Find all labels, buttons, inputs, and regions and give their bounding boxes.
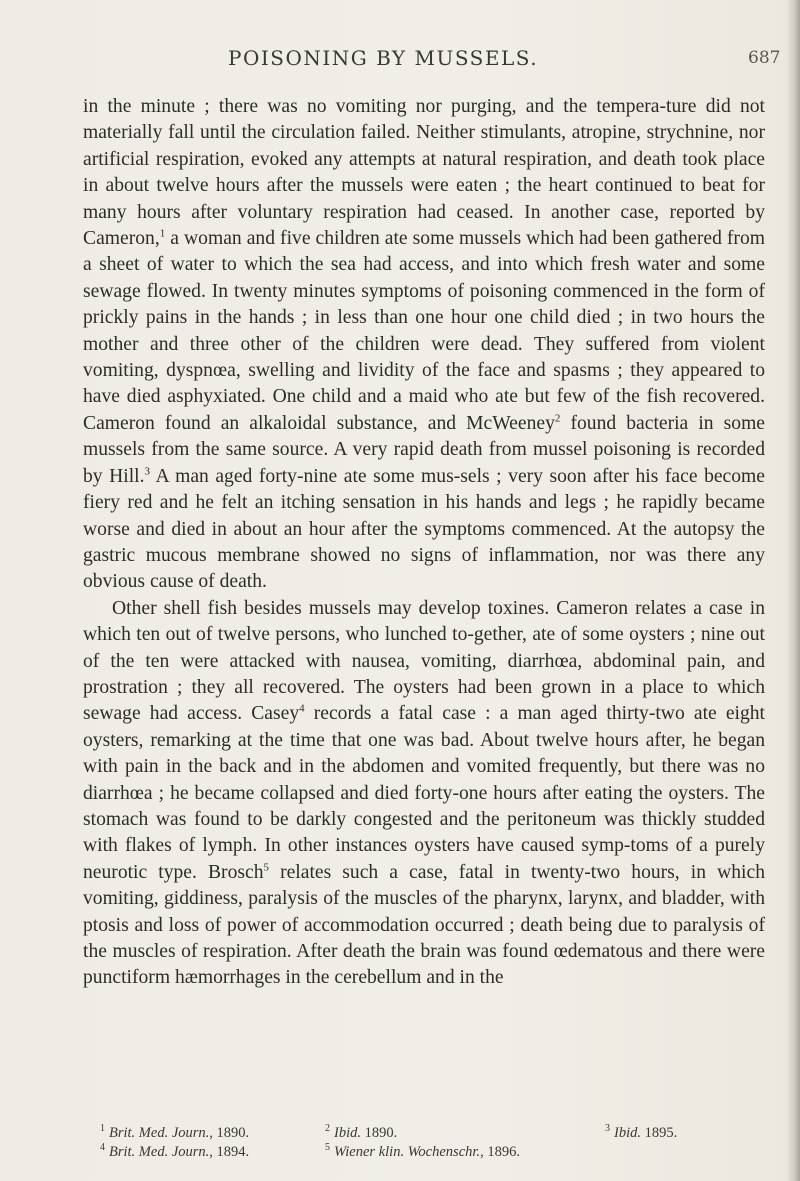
footnote-year: , 1894. [209, 1144, 250, 1160]
footnote-row [100, 1124, 770, 1143]
footnote-row [100, 1143, 770, 1162]
footnote-ref: 4 [299, 702, 305, 715]
footnote-3 [605, 1124, 677, 1143]
footnote-year: , 1890. [209, 1125, 250, 1141]
footnote-5 [325, 1143, 520, 1162]
text-segment: found bacteria in some mussels from the same source. A very rapid death from mussel poisoning is recorded by Hill. [83, 412, 766, 487]
body-text [83, 94, 765, 992]
text-segment: a woman and five children ate some mussels which had been gathered from a sheet of water to which the sea had access, and into which fresh water and some sewage flowed. In twenty minutes symptoms of poisoning commenced in the form of prickly pains in the hands ; in less than one hour one child died ; in two hours the mother and three other of the children were dead. They suffered from violent vomiting, dyspnœa, swelling and lividity of the face and spasms ; they appeared to have died asphyxiated. One child and a maid who ate but few of the fish recovered. Cameron found an alkaloidal substance, and McWeeney [83, 228, 765, 434]
footnote-number: 3 [605, 1123, 610, 1135]
text-segment: in the minute ; there was no vomiting nor purging, and the tempera-ture did not materially fall until the circulation failed. Neither stimulants, atropine, strychnine, nor artificial respiration, evoked any attempts at natural respiration, and death took place in about twelve hours after the mussels were eaten ; the heart continued to beat for many hours after voluntary respiration had ceased. In another case, reported by Cameron, [83, 96, 765, 250]
running-header [0, 46, 800, 72]
footnote-number: 2 [325, 1123, 330, 1135]
footnote-2 [325, 1124, 397, 1143]
footnote-year: 1890. [360, 1125, 398, 1141]
footnote-number: 5 [325, 1142, 330, 1154]
page-edge-shadow [786, 0, 800, 1181]
footnote-year: , 1896. [480, 1144, 520, 1160]
footnote-1 [100, 1124, 249, 1143]
footnotes [100, 1124, 770, 1162]
footnote-ref: 2 [554, 412, 561, 425]
footnote-year: 1895. [640, 1125, 678, 1141]
paragraph-2 [83, 596, 765, 992]
footnote-source: Ibid. [614, 1125, 641, 1141]
text-segment: Other shell fish besides mussels may develop toxines. Cameron relates a case in which ten out of twelve persons, who lunched to-gether, ate of some oysters ; nine out of the ten were attacked with nausea, vomiting, diarrhœa, abdominal pain, and prostration ; they all recovered. The oysters had been grown in a place to which sewage had access. Casey [83, 597, 765, 725]
footnote-source: Brit. Med. Journ. [109, 1125, 210, 1141]
footnote-source: Wiener klin. Wochenschr. [334, 1144, 481, 1160]
footnote-4 [100, 1143, 249, 1162]
page-number: 687 [748, 48, 781, 68]
paragraph-1 [83, 94, 765, 596]
footnote-ref: 1 [159, 227, 166, 240]
text-segment: relates such a case, fatal in twenty-two hours, in which vomiting, giddiness, paralysis of the muscles of the pharynx, larynx, and bladder, with ptosis and loss of power of accommodation occurred ; death being due to paralysis of the muscles of respiration. After death the brain was found œdematous and there were punctiform hæmorrhages in the cerebellum and in the [83, 861, 765, 989]
footnote-number: 1 [100, 1123, 105, 1135]
running-title: POISONING BY MUSSELS. [228, 46, 539, 70]
text-segment: records a fatal case : a man aged thirty-two ate eight oysters, remarking at the time that one was bad. About twelve hours after, he began with pain in the back and in the abdomen and vomited frequently, but there was no diarrhœa ; he became collapsed and died forty-one hours after eating the oysters. The stomach was found to be darkly congested and the peritoneum was thickly studded with flakes of lymph. In other instances oysters have caused symp-toms of a purely neurotic type. Brosch [83, 703, 765, 883]
footnote-number: 4 [100, 1142, 105, 1154]
footnote-ref: 5 [263, 861, 269, 874]
text-segment: A man aged forty-nine ate some mus-sels ; very soon after his face become fiery red and he felt an itching sensation in his hands and legs ; he rapidly became worse and died in about an hour after the symptoms commenced. At the autopsy the gastric mucous membrane showed no signs of inflammation, nor was there any obvious cause of death. [83, 465, 765, 593]
footnote-ref: 3 [144, 465, 151, 478]
footnote-source: Brit. Med. Journ. [109, 1144, 210, 1160]
footnote-source: Ibid. [334, 1125, 361, 1141]
